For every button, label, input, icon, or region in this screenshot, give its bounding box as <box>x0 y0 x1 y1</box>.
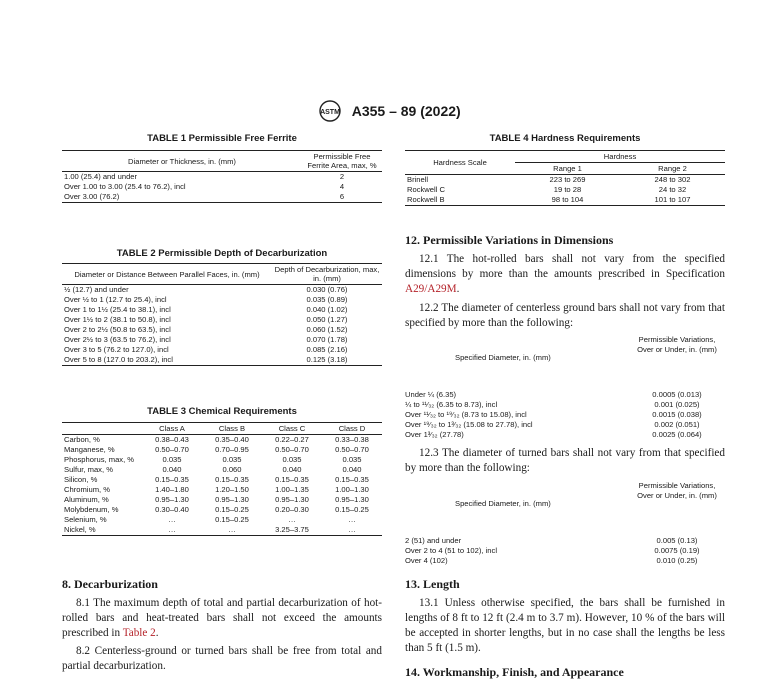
table3-element-cell: Sulfur, max, % <box>64 465 113 475</box>
table4-col1: Hardness Scale <box>405 151 515 175</box>
table2-diameter-cell: Over 5 to 8 (127.0 to 203.2), incl <box>64 355 173 365</box>
table-row <box>62 295 382 305</box>
table3-element-cell: Selenium, % <box>64 515 107 525</box>
ground-diameter-cell: Over 1³⁄₃₂ (27.78) <box>405 430 464 439</box>
table-row <box>62 335 382 345</box>
table-row <box>62 445 382 455</box>
ground-variation-cell: 0.002 (0.051) <box>654 420 700 429</box>
table3-value-cell: 0.035 <box>342 455 362 465</box>
section13-paragraph1: 13.1 Unless otherwise specified, the bars shall be furnished in lengths of 8 ft to 12 ft (2.4 m to 3.7 m). However, 10 % of the bars will be accepted in shorter lengths, but in no case shall the lengths be less than 5 ft (1.5 m). <box>405 597 725 654</box>
table3-value-cell: 0.50–0.70 <box>335 445 369 455</box>
table4-range2-cell: 101 to 107 <box>654 195 691 205</box>
table-row <box>62 325 382 335</box>
table3-value-cell: 0.15–0.35 <box>155 475 189 485</box>
table3-value-cell: 0.95–1.30 <box>335 495 369 505</box>
table1-ferrite-cell: 4 <box>339 182 345 192</box>
section8-heading: 8. Decarburization <box>62 577 158 591</box>
table2-link[interactable]: Table 2 <box>122 627 156 639</box>
table3-element-cell: Phosphorus, max, % <box>64 455 135 465</box>
table4-range2-cell: 24 to 32 <box>658 185 687 195</box>
table2-depth-cell: 0.085 (2.16) <box>306 345 348 355</box>
turned-diameter-cell: Over 2 to 4 (51 to 102), incl <box>405 546 498 555</box>
ground-variation-cell: 0.0025 (0.064) <box>652 430 702 439</box>
table-row <box>62 455 382 465</box>
table3-value-cell: 0.15–0.35 <box>275 475 309 485</box>
turned-variation-cell: 0.0075 (0.19) <box>654 546 700 555</box>
table3-class-header: Class C <box>278 424 306 433</box>
table3-value-cell: 0.040 <box>342 465 362 475</box>
ground-diameter-cell: Over ¹¹⁄₃₂ to ¹⁹⁄₃₂ (8.73 to 15.08), incl <box>405 410 527 419</box>
table2-depth-cell: 0.030 (0.76) <box>306 285 348 295</box>
table-row <box>62 495 382 505</box>
table3-class-header: Class A <box>159 424 185 433</box>
table1-block <box>62 133 382 203</box>
turned-bars-table <box>405 481 725 571</box>
table-row <box>405 175 725 186</box>
table1-ferrite-cell: 6 <box>339 192 345 202</box>
table3-value-cell: 0.15–0.35 <box>335 475 369 485</box>
table3-value-cell: 1.00–1.30 <box>335 485 369 495</box>
table2-diameter-cell: Over 1 to 1½ (25.4 to 38.1), incl <box>64 305 171 315</box>
table1-diameter-cell: Over 1.00 to 3.00 (25.4 to 76.2), incl <box>64 182 186 192</box>
table-row <box>62 505 382 515</box>
table-row <box>62 465 382 475</box>
table3-value-cell: 0.060 <box>222 465 242 475</box>
ground-variation-cell: 0.0005 (0.013) <box>652 390 702 399</box>
table3-value-cell: … <box>228 525 236 535</box>
table2-diameter-cell: Over 2½ to 3 (63.5 to 76.2), incl <box>64 335 171 345</box>
table4-range1-cell: 223 to 269 <box>549 175 586 185</box>
section12-paragraph2: 12.2 The diameter of centerless ground bars shall not vary from that specified by more than the following: <box>405 302 725 329</box>
section12-heading: 12. Permissible Variations in Dimensions <box>405 233 614 247</box>
a29-link[interactable]: A29/A29M <box>405 283 457 295</box>
table3-value-cell: 0.035 <box>222 455 242 465</box>
table4-group: Hardness <box>515 151 725 163</box>
section8-paragraph2: 8.2 Centerless-ground or turned bars shall be free from total and partial decarburization. <box>62 645 382 672</box>
table1-col2: Permissible Free Ferrite Area, max, % <box>307 152 377 171</box>
table2-diameter-cell: Over 2 to 2½ (50.8 to 63.5), incl <box>64 325 171 335</box>
ground-diameter-cell: Over ¹⁹⁄₃₂ to 1³⁄₃₂ (15.08 to 27.78), incl <box>405 420 533 429</box>
table1-title: TABLE 1 Permissible Free Ferrite <box>147 133 297 144</box>
table-row <box>62 315 382 325</box>
table3-element-cell: Silicon, % <box>64 475 98 485</box>
table2-diameter-cell: Over 3 to 5 (76.2 to 127.0), incl <box>64 345 169 355</box>
table2-col1: Diameter or Distance Between Parallel Faces, in. (mm) <box>74 269 260 279</box>
section12-paragraph3: 12.3 The diameter of turned bars shall not vary from that specified by more than the following: <box>405 447 725 474</box>
section8-paragraph1: 8.1 The maximum depth of total and partial decarburization of hot-rolled bars and heat-treated bars shall not exceed the amounts prescribed in Table 2. <box>62 597 382 639</box>
table3-value-cell: 0.040 <box>162 465 182 475</box>
table-row <box>405 185 725 195</box>
table3-value-cell: … <box>348 515 356 525</box>
table2-diameter-cell: Over 1½ to 2 (38.1 to 50.8), incl <box>64 315 171 325</box>
table1-col1: Diameter or Thickness, in. (mm) <box>128 156 236 166</box>
page-header <box>0 100 780 122</box>
table3-element-cell: Nickel, % <box>64 525 96 535</box>
table2-title: TABLE 2 Permissible Depth of Decarburization <box>116 248 328 259</box>
table2-depth-cell: 0.050 (1.27) <box>306 315 348 325</box>
table3-block <box>62 406 382 536</box>
table2-col2: Depth of Decarburization, max, in. (mm) <box>274 265 380 284</box>
table-row <box>62 355 382 366</box>
table2-block <box>62 248 382 366</box>
table3-value-cell: 0.38–0.43 <box>155 435 189 445</box>
table3-title: TABLE 3 Chemical Requirements <box>147 406 297 417</box>
table1-diameter-cell: Over 3.00 (76.2) <box>64 192 120 202</box>
table3-value-cell: 1.20–1.50 <box>215 485 249 495</box>
table3-element-cell: Aluminum, % <box>64 495 109 505</box>
table4 <box>405 150 725 206</box>
table3-class-header: Class B <box>218 424 246 433</box>
svg-text:ASTM: ASTM <box>320 109 341 116</box>
table3-element-cell: Chromium, % <box>64 485 110 495</box>
table2 <box>62 263 382 366</box>
table3-value-cell: … <box>168 515 176 525</box>
table-row <box>62 192 382 203</box>
ground-col1: Specified Diameter, in. (mm) <box>455 353 551 362</box>
turned-variation-cell: 0.005 (0.13) <box>656 536 698 545</box>
table3-value-cell: 0.30–0.40 <box>155 505 189 515</box>
table2-diameter-cell: Over ½ to 1 (12.7 to 25.4), incl <box>64 295 167 305</box>
table-row <box>62 485 382 495</box>
ground-col2: Permissible Variations, Over or Under, in. (mm) <box>637 335 717 354</box>
table3-value-cell: 0.035 <box>282 455 302 465</box>
table4-title: TABLE 4 Hardness Requirements <box>489 133 641 144</box>
table3-element-cell: Manganese, % <box>64 445 115 455</box>
table4-range2-cell: 248 to 302 <box>654 175 691 185</box>
table-row <box>62 475 382 485</box>
table3-value-cell: 0.15–0.25 <box>335 505 369 515</box>
section14-heading: 14. Workmanship, Finish, and Appearance <box>405 665 624 679</box>
table3-value-cell: … <box>168 525 176 535</box>
table3-element-header <box>62 423 142 435</box>
table3-value-cell: 0.95–1.30 <box>275 495 309 505</box>
table4-scale-cell: Rockwell C <box>407 185 445 195</box>
table-row <box>62 285 382 296</box>
table-row <box>405 195 725 206</box>
table3-value-cell: 0.35–0.40 <box>215 435 249 445</box>
table-row <box>62 515 382 525</box>
table3-value-cell: 0.15–0.25 <box>215 505 249 515</box>
section12-paragraph1: 12.1 The hot-rolled bars shall not vary from the specified dimensions by more than the amounts prescribed in Specification A29/A29M. <box>405 253 725 295</box>
table-row <box>62 435 382 446</box>
section13-heading: 13. Length <box>405 577 460 591</box>
table3-value-cell: … <box>348 525 356 535</box>
table3-class-header: Class D <box>338 424 366 433</box>
table4-scale-cell: Rockwell B <box>407 195 445 205</box>
table-row <box>62 182 382 192</box>
table3-element-cell: Molybdenum, % <box>64 505 119 515</box>
table3-value-cell: 0.22–0.27 <box>275 435 309 445</box>
table3-value-cell: … <box>288 515 296 525</box>
table-row <box>62 345 382 355</box>
table3-value-cell: 0.15–0.25 <box>215 515 249 525</box>
table-row <box>62 172 382 183</box>
table2-diameter-cell: ½ (12.7) and under <box>64 285 129 295</box>
astm-logo-icon <box>319 100 341 122</box>
table4-block <box>405 133 725 206</box>
ground-bars-table <box>405 335 725 445</box>
table3-value-cell: 0.70–0.95 <box>215 445 249 455</box>
table1-diameter-cell: 1.00 (25.4) and under <box>64 172 138 182</box>
table3-value-cell: 1.40–1.80 <box>155 485 189 495</box>
ground-variation-cell: 0.001 (0.025) <box>654 400 700 409</box>
table4-sub1: Range 1 <box>553 164 582 174</box>
table3-value-cell: 0.95–1.30 <box>215 495 249 505</box>
table2-depth-cell: 0.060 (1.52) <box>306 325 348 335</box>
table2-depth-cell: 0.070 (1.78) <box>306 335 348 345</box>
turned-variation-cell: 0.010 (0.25) <box>656 556 698 565</box>
ground-variation-cell: 0.0015 (0.038) <box>652 410 702 419</box>
turned-col1: Specified Diameter, in. (mm) <box>455 499 551 508</box>
table3-value-cell: 0.50–0.70 <box>155 445 189 455</box>
table2-depth-cell: 0.035 (0.89) <box>306 295 348 305</box>
table3-value-cell: 3.25–3.75 <box>275 525 309 535</box>
standard-designation: A355 – 89 (2022) <box>351 103 461 119</box>
table-row <box>62 305 382 315</box>
turned-diameter-cell: 2 (51) and under <box>405 536 462 545</box>
table1 <box>62 150 382 203</box>
table-row <box>62 525 382 536</box>
turned-col2: Permissible Variations, Over or Under, in. (mm) <box>637 481 717 500</box>
ground-diameter-cell: Under ¼ (6.35) <box>405 390 457 399</box>
table2-depth-cell: 0.040 (1.02) <box>306 305 348 315</box>
table3 <box>62 422 382 536</box>
table3-value-cell: 0.50–0.70 <box>275 445 309 455</box>
table3-element-cell: Carbon, % <box>64 435 100 445</box>
table3-value-cell: 0.95–1.30 <box>155 495 189 505</box>
table4-range1-cell: 19 to 28 <box>553 185 582 195</box>
table4-range1-cell: 98 to 104 <box>551 195 584 205</box>
table3-value-cell: 1.00–1.35 <box>275 485 309 495</box>
table3-value-cell: 0.035 <box>162 455 182 465</box>
turned-diameter-cell: Over 4 (102) <box>405 556 448 565</box>
table3-value-cell: 0.33–0.38 <box>335 435 369 445</box>
table1-ferrite-cell: 2 <box>339 172 345 182</box>
table3-value-cell: 0.040 <box>282 465 302 475</box>
ground-diameter-cell: ¼ to ¹¹⁄₃₂ (6.35 to 8.73), incl <box>405 400 498 409</box>
table4-scale-cell: Brinell <box>407 175 429 185</box>
table4-sub2: Range 2 <box>658 164 687 174</box>
table3-value-cell: 0.20–0.30 <box>275 505 309 515</box>
table2-depth-cell: 0.125 (3.18) <box>306 355 348 365</box>
table3-value-cell: 0.15–0.35 <box>215 475 249 485</box>
